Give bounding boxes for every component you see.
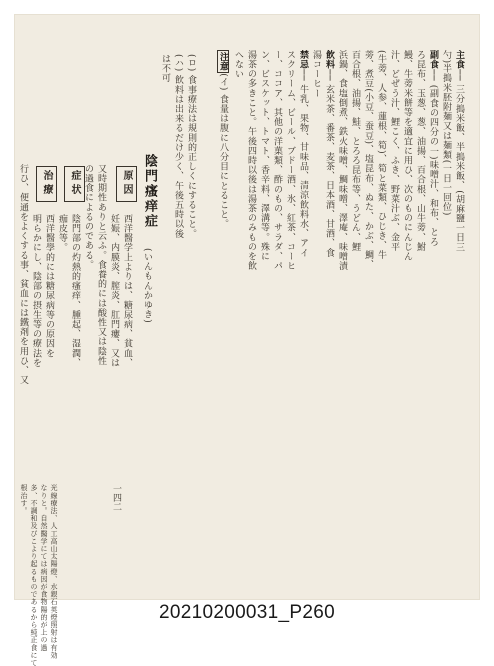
text-column: 主食── 三分搗米飯、半搗米飯、(胡麻鹽一日三 <box>454 50 464 253</box>
symptoms-label: 症状 <box>64 166 85 202</box>
cause-label: 原因 <box>116 166 137 202</box>
text-column: 行ひ、便通をよくする事、貧血には鐵剤を用ひ、又 <box>18 164 28 385</box>
text-column: 西洋醫学上よりは、糖尿病、貧血、 <box>122 214 132 368</box>
text-column: 妊娠、内膜炎、膣炎、肛門瘻、又は <box>109 214 119 368</box>
treatment-label: 治療 <box>36 166 57 202</box>
text-column: (牛蒡、人参、蓮根、筍)、筍と菜類、ひじき、牛 <box>376 50 386 260</box>
text-column: へない <box>233 50 243 79</box>
text-column: なりと。自然醫学にては病因が食物陽的が上の過 <box>40 484 48 652</box>
text-column: 浜鍋、食塩倒煮、鉄火味噌、鯛味噌、澤庵、味噌漬 <box>337 50 347 271</box>
text-column: 光線療法、人工高山太陽燈、水銀石英燈照射は有効 <box>50 484 58 659</box>
note-heading: 注意 <box>218 52 228 72</box>
image-id-caption: 20210200031_P260 <box>159 602 335 623</box>
text-column: 明らかにし、陰部の摂生等の療法を <box>31 214 41 368</box>
text-column: の過食によるのである。 <box>83 164 93 270</box>
text-column: スクリーム、ビール、ブドー酒、氷、紅茶、コーヒ <box>285 50 295 271</box>
text-column: 陰門部の灼熱的瘙痒、腫起、湿潤、 <box>70 214 80 368</box>
text-column: 根治す。 <box>20 484 28 515</box>
drinks-heading: 飲料 <box>324 50 334 70</box>
text-column: ー、ココア、其他の洋菓類、酢のもの、サラダ、パ <box>272 50 282 271</box>
text-column: 百合根、油揚、鮭、とろろ昆布等、うどん、鯉 <box>350 50 360 252</box>
text-column: 鰻、牛蒡米餅等を適宜に用ひ、次のものにんじん <box>402 50 412 262</box>
staple-food-heading: 主食 <box>454 50 464 70</box>
text-column: ン、ビスケット、トマト、香辛料、澤溝等。殊に <box>259 50 269 262</box>
text-column: 勺)半搗米胚附麺又は麺類(一日一回位) <box>441 50 451 216</box>
text-column: (ロ) 食事療法は規則的正しくにすること。 <box>186 54 196 239</box>
text-column: 禁忌── 牛乳、果物、甘味品、清涼飲料水、アイ <box>298 50 308 258</box>
text-column: 多、不調和及びこより起るものであるから純正食にて <box>30 484 38 666</box>
text-column: 汁、どぜう汁、鯉こく、ふき、野菜汁ぶ、金平 <box>389 50 399 252</box>
text-column: 湯コーヒー <box>311 50 321 98</box>
text-column: ろ昆布、玉葱、葱、油揚、百合根、山牛蒡、鮒 <box>415 50 425 252</box>
page-number: 一四二 <box>111 484 121 511</box>
text-column: 湯茶の多きこと。午後四時以後は湯茶のみものを飲 <box>246 50 256 271</box>
text-column: 蒡、煮豆(小豆、蚕豆)、塩昆布、ぬた、かぶ、鯛、 <box>363 50 373 270</box>
treatment-continuation <box>20 484 58 666</box>
section-title: 陰門瘙痒症 <box>142 154 157 229</box>
text-column: 飲料── 玄米茶、番茶、麦茶、日本酒、甘酒、食 <box>324 50 334 258</box>
taboo-heading: 禁忌 <box>298 50 308 70</box>
text-column: 西洋醫學的には糖尿病等の原因を <box>44 214 54 358</box>
text-column: (ハ) 飲料は出来るだけ少く、午後五時以後 <box>173 54 183 239</box>
text-column: 副食── (副食の四分の一)味噌汁、和布、とろ <box>428 50 438 247</box>
text-column: 又時期性ありと云ふ。食養的には酸性又は陰性 <box>96 164 106 366</box>
text-column: 注意(イ) 食量は腹に八分目にとること。 <box>218 52 228 229</box>
side-dish-heading: 副食 <box>428 50 438 70</box>
text-column: は不可 <box>160 54 170 83</box>
title-reading: (いんもんかゆき) <box>142 248 152 324</box>
text-column: 痂皮等。 <box>57 214 67 253</box>
